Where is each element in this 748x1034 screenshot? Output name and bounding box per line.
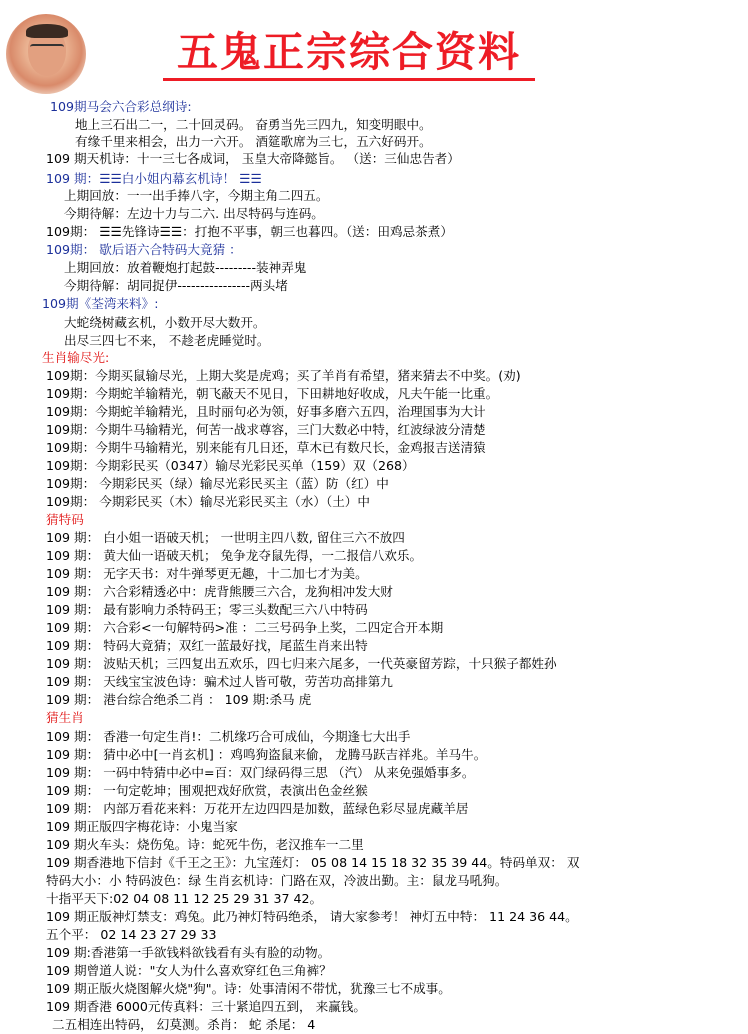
document-line: 109 期正版神灯禁支：鸡兔。此乃神灯特码绝杀， 请大家参考！ 神灯五中特： 11 24 36 44。: [46, 909, 578, 924]
avatar-glasses: [30, 44, 64, 54]
document-line: 109 期香港地下信封《千王之王》：九宝莲灯： 05 08 14 15 18 32 35 39 44。特码单双： 双: [46, 855, 580, 870]
document-line: 109 期正版火烧图解火烧"狗"。诗：处事清闲不带忧，犹豫三七不成事。: [46, 981, 451, 996]
document-line: 109 期： 无字天书：对牛弹琴更无趣，十二加七才为美。: [46, 566, 368, 581]
document-line: 109 期： 白小姐一语破天机； 一世明主四八数, 留住三六不放四: [46, 530, 405, 545]
document-line: 有缘千里来相会，出力一六开。 酒筵歌席为三七，五六好码开。: [75, 134, 432, 149]
document-line: 出尽三四七不来， 不趁老虎睡觉时。: [64, 333, 270, 348]
document-line: 109 期： 一码中特猜中必中=百：双门绿码得三思 （汽） 从来免强婚事多。: [46, 765, 475, 780]
document-line: 地上三石出二一，二十回灵码。 奋勇当先三四九，知变明眼中。: [75, 117, 432, 132]
document-line: 大蛇绕树藏玄机，小数开尽大数开。: [64, 315, 266, 330]
document-line: 五个平： 02 14 23 27 29 33: [46, 927, 217, 942]
document-line: 109 期： 最有影响力杀特码王；零三头数配三六八中特码: [46, 602, 368, 617]
document-line: 109 期香港 6000元传真料：三十紧追四五到， 来赢钱。: [46, 999, 366, 1014]
document-line: 109期：今期牛马输精光，别来能有几日还，草木已有数尺长，金鸡报吉送清猿: [46, 440, 486, 455]
document-line: 109期： 歇后语六合特码大竟猜 ：: [46, 242, 242, 257]
document-line: 上期回放：放着鞭炮打起鼓---------装神弄鬼: [64, 260, 307, 275]
document-line: 109期：今期买鼠输尽光，上期大奖是虎鸡；买了羊肖有希望，猪来猜去不中奖。(劝): [46, 368, 521, 383]
document-line: 109期：今期蛇羊输精光，且时丽句必为领，好事多磨六五四，治理国事为大计: [46, 404, 486, 419]
document-line: 109 期： 波贴天机；三四复出五欢乐，四七归来六尾多，一代英豪留芳踪，十只猴子都姓孙: [46, 656, 557, 671]
document-line: 109 期： 香港一句定生肖!：二机缘巧合可成仙，今期逢七大出手: [46, 729, 411, 744]
document-line: 109 期：☰☰白小姐内幕玄机诗！ ☰☰: [46, 171, 262, 186]
document-line: 特码大小：小 特码波色：绿 生肖玄机诗：门路在双，冷波出勤。主：鼠龙马吼狗。: [46, 873, 508, 888]
document-line: 109 期： 港台综合绝杀二肖 ： 109 期:杀马 虎: [46, 692, 312, 707]
document-line: 今期待解：胡同捉伊----------------两头堵: [64, 278, 288, 293]
document-line: 109 期:香港第一手欲钱料欲钱看有头有脸的动物。: [46, 945, 331, 960]
document-line: 109期：今期彩民买（0347）输尽光彩民买单（159）双（268）: [46, 458, 415, 473]
page-title: 五鬼正宗综合资料: [163, 26, 535, 81]
document-line: 109期马会六合彩总纲诗:: [50, 99, 192, 114]
document-line: 今期待解：左边十力与二六. 出尽特码与连码。: [64, 206, 324, 221]
document-line: 生肖输尽光:: [42, 350, 110, 365]
avatar-hair: [26, 24, 68, 38]
document-line: 109 期： 猜中必中[一肖玄机] ：鸡鸣狗盗鼠来偷， 龙腾马跃吉祥兆。羊马牛。: [46, 747, 487, 762]
document-line: 109期《荃湾来料》:: [42, 296, 159, 311]
document-line: 109 期： 内部万看花来料：万花开左边四四是加数，蓝绿色彩尽显虎藏羊居: [46, 801, 469, 816]
document-line: 十指平天下:02 04 08 11 12 25 29 31 37 42。: [46, 891, 323, 906]
document-line: 109 期： 六合彩精透必中：虎背熊腰三六合，龙狗相冲发大财: [46, 584, 393, 599]
document-line: 二五相连出特码， 幻莫测。杀肖： 蛇 杀尾： 4: [52, 1017, 316, 1032]
document-line: 109 期曾道人说："女人为什么喜欢穿红色三角裤？: [46, 963, 332, 978]
document-line: 猜生肖: [46, 710, 84, 725]
document-line: 109 期火车头：烧伤兔。诗：蛇死牛伤，老汉推车一二里: [46, 837, 364, 852]
document-line: 109 期： 天线宝宝波色诗：骗术过人皆可敬，劳苦功高排第九: [46, 674, 393, 689]
document-line: 109 期天机诗：十一三七各成词， 玉皇大帝降懿旨。 （送：三仙忠告者）: [46, 151, 460, 166]
author-avatar: [6, 14, 86, 94]
document-line: 109 期： 黄大仙一语破天机； 兔争龙夺鼠先得，一二报信八欢乐。: [46, 548, 423, 563]
document-line: 109期：今期牛马输精光，何苦一战求尊容，三门大数必中特，红波绿波分清楚: [46, 422, 486, 437]
document-line: 109 期： 一句定乾坤；围观把戏好欣赏，表演出色金丝猴: [46, 783, 368, 798]
document-line: 109期：今期蛇羊输精光，朝飞蔽天不见日，下田耕地好收成，凡夫午能一比重。: [46, 386, 499, 401]
document-line: 109 期正版四字梅花诗：小鬼当家: [46, 819, 238, 834]
document-line: 猜特码: [46, 512, 84, 527]
document-line: 109期： ☰☰先锋诗☰☰：打抱不平事，朝三也暮四。（送：田鸡忌茶煮）: [46, 224, 453, 239]
document-line: 109 期： 特码大竟猜；双红一蓝最好找，尾蓝生肖来出特: [46, 638, 368, 653]
document-line: 109期： 今期彩民买（木）输尽光彩民买主（水）（土）中: [46, 494, 370, 509]
document-line: 上期回放：一一出手捧八字，今期主角二四五。: [64, 188, 329, 203]
document-line: 109期： 今期彩民买（绿）输尽光彩民买主（蓝）防（红）中: [46, 476, 389, 491]
document-line: 109 期： 六合彩<一句解特码>准 ：二三号码争上奖，二四定合开本期: [46, 620, 444, 635]
